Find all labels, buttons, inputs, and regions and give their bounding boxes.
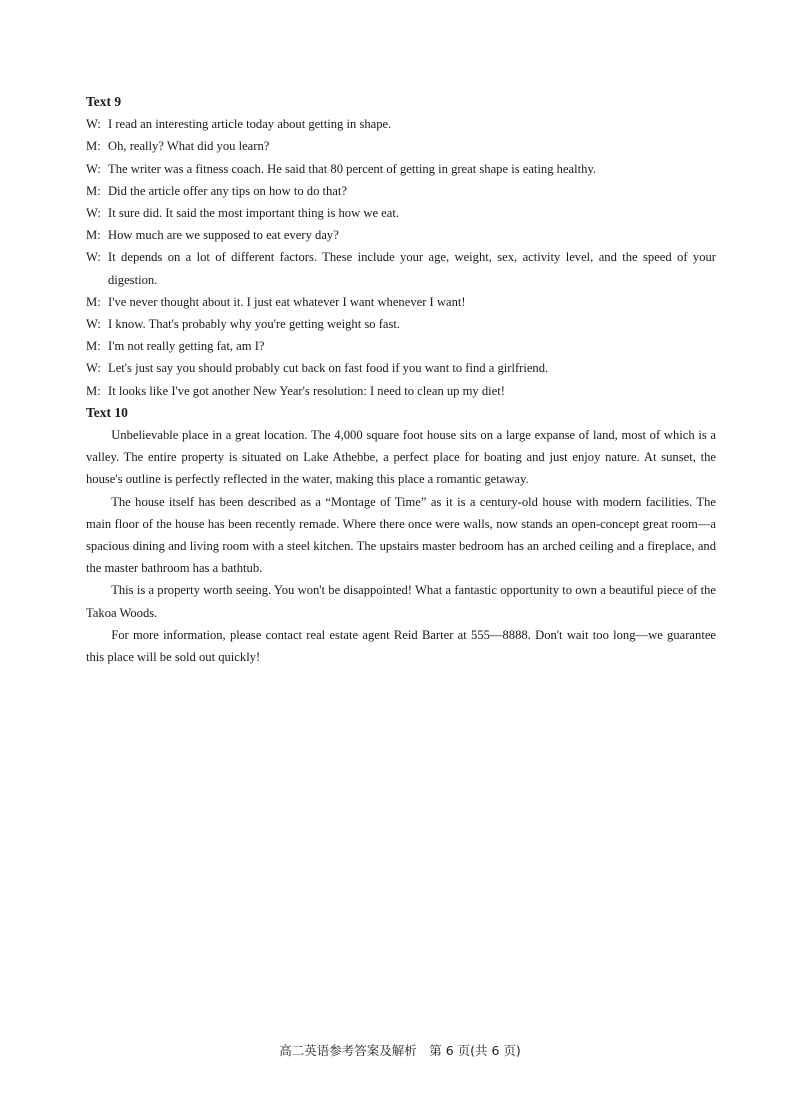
dialogue-line	[86, 113, 716, 135]
dialogue	[86, 113, 716, 402]
utterance-text: It depends on a lot of different factors. These include your age, weight, sex, activity level, and the speed of your digestion.	[108, 250, 716, 287]
passage-paragraph: For more information, please contact real estate agent Reid Barter at 555—8888. Don't wait too long—we guarantee this place will be sold out quickly!	[86, 627, 716, 665]
speaker-label: M:	[86, 339, 101, 354]
speaker-label: M:	[86, 139, 101, 154]
utterance-text: It looks like I've got another New Year's resolution: I need to clean up my diet!	[108, 383, 505, 398]
dialogue-line	[86, 135, 716, 157]
speaker-label: W:	[86, 206, 101, 221]
speaker-label: W:	[86, 250, 101, 265]
dialogue-line	[86, 335, 716, 357]
dialogue-line	[86, 158, 716, 180]
utterance-text: The writer was a fitness coach. He said that 80 percent of getting in great shape is eating healthy.	[108, 161, 597, 176]
passage-paragraph: Unbelievable place in a great location. The 4,000 square foot house sits on a large expanse of land, most of which is a valley. The entire property is situated on Lake Athebbe, a perfect place for boating and just enjoy nature. At sunset, the house's outline is perfectly reflected in the water, making this place a romantic getaway.	[86, 428, 716, 487]
passage-paragraph: This is a property worth seeing. You won't be disappointed! What a fantastic opportunity to own a beautiful piece of the Takoa Woods.	[86, 583, 716, 620]
document-body	[86, 91, 716, 668]
speaker-label: M:	[86, 228, 101, 243]
utterance-text: I've never thought about it. I just eat whatever I want whenever I want!	[108, 294, 466, 309]
utterance-text: I'm not really getting fat, am I?	[108, 339, 265, 354]
speaker-label: W:	[86, 161, 101, 176]
utterance-text: How much are we supposed to eat every day?	[108, 228, 339, 243]
dialogue-line	[86, 380, 716, 402]
utterance-text: It sure did. It said the most important thing is how we eat.	[108, 206, 400, 221]
dialogue-line	[86, 313, 716, 335]
dialogue-line	[86, 180, 716, 202]
dialogue-line	[86, 291, 716, 313]
passage	[86, 424, 716, 668]
dialogue-line	[86, 357, 716, 379]
speaker-label: M:	[86, 383, 101, 398]
dialogue-line	[86, 246, 716, 290]
utterance-text: Let's just say you should probably cut back on fast food if you want to find a girlfriend.	[108, 361, 549, 376]
passage-paragraph: The house itself has been described as a “Montage of Time” as it is a century-old house with modern facilities. The main floor of the house has been recently remade. Where there once were walls, now stands an open-concept great room—a spacious dining and living room with a steel kitchen. The upstairs master bedroom has an arched ceiling and a fireplace, and the master bathroom has a bathtub.	[86, 494, 716, 576]
text10-heading: Text 10	[86, 404, 128, 420]
speaker-label: M:	[86, 294, 101, 309]
page-footer: 高二英语参考答案及解析 第 6 页(共 6 页)	[279, 1043, 521, 1058]
speaker-label: W:	[86, 361, 101, 376]
dialogue-line	[86, 224, 716, 246]
speaker-label: W:	[86, 317, 101, 332]
dialogue-line	[86, 202, 716, 224]
text9-heading: Text 9	[86, 94, 122, 109]
utterance-text: I read an interesting article today about getting in shape.	[108, 117, 392, 132]
speaker-label: W:	[86, 117, 101, 132]
speaker-label: M:	[86, 183, 101, 198]
utterance-text: Oh, really? What did you learn?	[108, 139, 270, 154]
utterance-text: Did the article offer any tips on how to do that?	[108, 183, 347, 198]
utterance-text: I know. That's probably why you're getting weight so fast.	[108, 317, 401, 332]
